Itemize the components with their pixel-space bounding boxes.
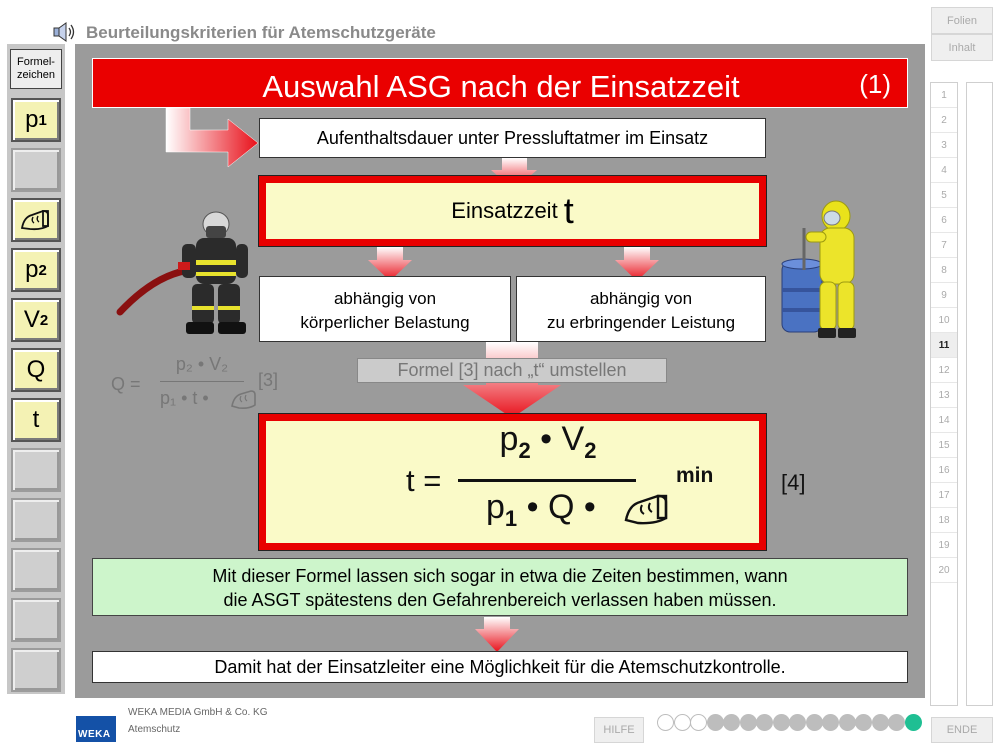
rearrange-formula-label: Formel [3] nach „t“ umstellen xyxy=(357,358,667,383)
physical-load-line1: abhängig von xyxy=(333,289,437,308)
work-performance-line1: abhängig von xyxy=(589,289,693,308)
hand-symbol-large-icon xyxy=(622,492,674,526)
hazmat-worker-illustration xyxy=(780,198,868,343)
help-button[interactable]: HILFE xyxy=(594,717,644,743)
slide-link-9[interactable]: 9 xyxy=(931,283,957,308)
progress-dot xyxy=(740,714,757,731)
company-name: WEKA MEDIA GmbH & Co. KG xyxy=(128,707,268,718)
course-subject: Atemschutz xyxy=(128,724,181,735)
progress-dot xyxy=(674,714,691,731)
progress-dot xyxy=(822,714,839,731)
formula3-denominator: p₁ • t • xyxy=(160,388,209,408)
symbol-button-p2[interactable]: p 2 xyxy=(11,248,61,292)
formula4-den-p: p xyxy=(486,488,505,526)
progress-dot xyxy=(690,714,707,731)
slide-link-19[interactable]: 19 xyxy=(931,533,957,558)
formula4-num-p: p xyxy=(499,420,519,458)
symbol-button-t[interactable]: t xyxy=(11,398,61,442)
progress-dot xyxy=(789,714,806,731)
stay-duration-box: Aufenthaltsdauer unter Pressluftatmer im Einsatz xyxy=(259,118,766,158)
formula-explanation-box xyxy=(92,558,908,616)
explanation-line2: die ASGT spätestens den Gefahrenbereich verlassen haben müssen. xyxy=(223,590,777,610)
slide-link-5[interactable]: 5 xyxy=(931,183,957,208)
symbol-button-v2[interactable]: V 2 xyxy=(11,298,61,342)
formula4-num-p-sub: 2 xyxy=(518,437,531,463)
formula4-numerator xyxy=(458,420,638,464)
progress-dot xyxy=(773,714,790,731)
slide-link-14[interactable]: 14 xyxy=(931,408,957,433)
slide-link-3[interactable]: 3 xyxy=(931,133,957,158)
slide-link-12[interactable]: 12 xyxy=(931,358,957,383)
symbol-button-q[interactable]: Q xyxy=(11,348,61,392)
formula4-unit: min xyxy=(676,464,714,487)
formula4-den-rest: • Q • xyxy=(517,488,596,526)
inhalt-button[interactable]: Inhalt xyxy=(931,34,993,61)
symbol-button-p1[interactable]: p 1 xyxy=(11,98,61,142)
hand-symbol-icon xyxy=(229,388,259,410)
slide-title: Auswahl ASG nach der Einsatzzeit xyxy=(262,69,740,104)
progress-dot xyxy=(855,714,872,731)
einsatzzeit-box xyxy=(259,176,766,246)
arrow-to-bottom xyxy=(475,617,519,652)
progress-dot xyxy=(806,714,823,731)
progress-dot xyxy=(723,714,740,731)
slide-navigator xyxy=(930,82,958,706)
slide-link-10[interactable]: 10 xyxy=(931,308,957,333)
formula3-fraction-bar xyxy=(160,381,244,382)
slide-link-1[interactable]: 1 xyxy=(931,83,957,108)
progress-dot xyxy=(756,714,773,731)
slide-link-20[interactable]: 20 xyxy=(931,558,957,583)
formula4-num-rest: • V xyxy=(530,420,585,458)
slide-link-17[interactable]: 17 xyxy=(931,483,957,508)
formula4-reference: [4] xyxy=(781,470,806,495)
formula3-reference: [3] xyxy=(258,370,279,390)
formel-zeichen-label: Formel- zeichen xyxy=(10,49,62,89)
progress-dot xyxy=(905,714,922,731)
slide-link-6[interactable]: 6 xyxy=(931,208,957,233)
slide-link-7[interactable]: 7 xyxy=(931,233,957,258)
slide-navigator-scroll-track[interactable] xyxy=(966,82,993,706)
work-performance-box xyxy=(516,276,766,342)
progress-dot xyxy=(888,714,905,731)
formula4-fraction-bar xyxy=(458,479,636,482)
physical-load-line2: körperlicher Belastung xyxy=(300,313,470,332)
slide-link-4[interactable]: 4 xyxy=(931,158,957,183)
arrow-into-stay-box xyxy=(166,108,258,167)
end-button[interactable]: ENDE xyxy=(931,717,993,743)
formula4-lhs: t = xyxy=(406,463,442,498)
slide-link-18[interactable]: 18 xyxy=(931,508,957,533)
slide-number: (1) xyxy=(859,69,891,99)
einsatzzeit-variable: t xyxy=(563,190,574,231)
slide-link-8[interactable]: 8 xyxy=(931,258,957,283)
slide-link-16[interactable]: 16 xyxy=(931,458,957,483)
progress-dot xyxy=(657,714,674,731)
formula4-den-p-sub: 1 xyxy=(504,505,518,531)
formula3-numerator: p₂ • V₂ xyxy=(175,354,229,374)
work-performance-line2: zu erbringender Leistung xyxy=(546,313,736,332)
app-title: Beurteilungskriterien für Atemschutzgeräte xyxy=(86,23,436,42)
slide-link-11[interactable]: 11 xyxy=(931,333,957,358)
progress-dot xyxy=(839,714,856,731)
einsatzzeit-label: Einsatzzeit xyxy=(451,198,558,223)
weka-logo-text: WEKA xyxy=(78,729,111,740)
physical-load-box xyxy=(259,276,511,342)
folien-button[interactable]: Folien xyxy=(931,7,993,34)
slide-link-15[interactable]: 15 xyxy=(931,433,957,458)
explanation-line1: Mit dieser Formel lassen sich sogar in etwa die Zeiten bestimmen, wann xyxy=(212,566,788,586)
progress-dot xyxy=(872,714,889,731)
formula4-num-v-sub: 2 xyxy=(584,437,597,463)
slide-link-13[interactable]: 13 xyxy=(931,383,957,408)
progress-dot xyxy=(707,714,724,731)
formula4-denominator xyxy=(486,488,596,532)
firefighter-illustration xyxy=(174,210,256,342)
formula3-lhs: Q = xyxy=(111,374,141,394)
slide-link-2[interactable]: 2 xyxy=(931,108,957,133)
conclusion-box: Damit hat der Einsatzleiter eine Möglichkeit für die Atemschutzkontrolle. xyxy=(92,651,908,683)
